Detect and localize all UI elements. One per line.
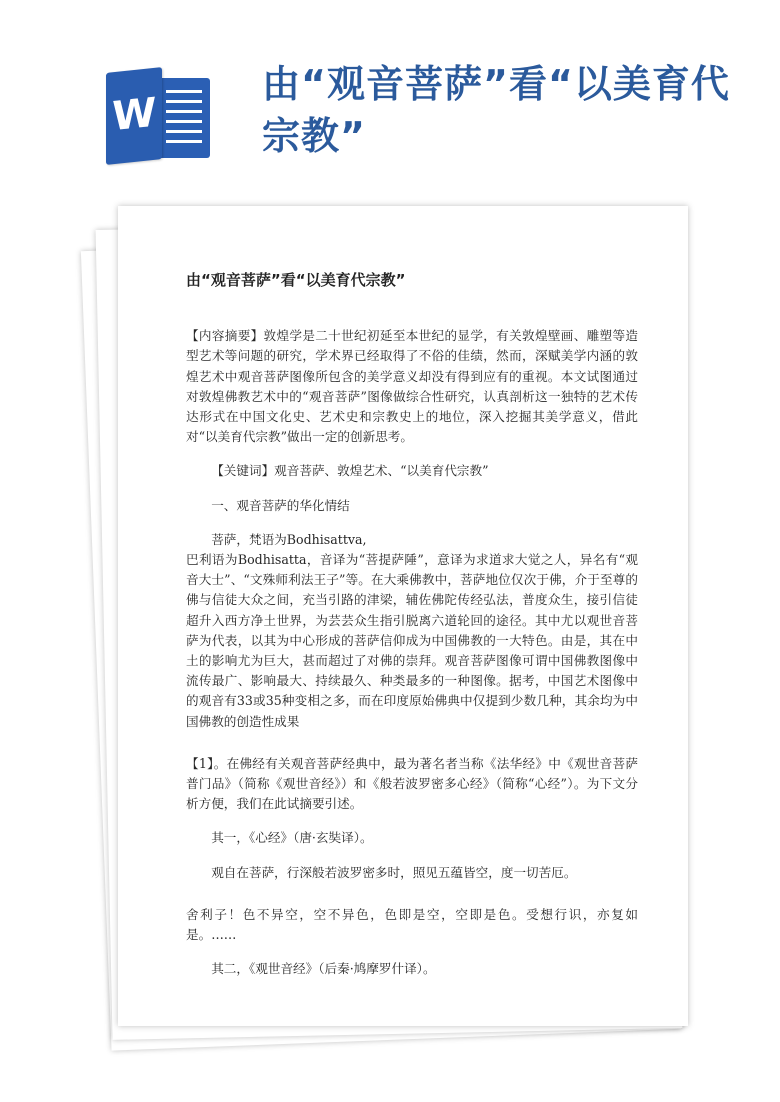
page-title: 由“观音菩萨”看“以美育代宗教” <box>262 62 730 158</box>
word-document-icon <box>106 70 214 162</box>
abstract-paragraph: 【内容摘要】敦煌学是二十世纪初延至本世纪的显学，有关敦煌壁画、雕塑等造型艺术等问题的研究，学术界已经取得了不俗的佳绩，然而，深赋美学内涵的敦煌艺术中观音菩萨图像所包含的美学意义却没有得到应有的重视。本文试图通过对敦煌佛教艺术中的“观音菩萨”图像做综合性研究，认真剖析这一独特的艺术传达形式在中国文化史、艺术史和宗教史上的地位，深入挖掘其美学意义，借此对“以美育代宗教”做出一定的创新思考。 <box>186 328 638 445</box>
keywords-paragraph: 【关键词】观音菩萨、敦煌艺术、“以美育代宗教” <box>211 463 489 479</box>
body-paragraph: 其二，《观世音经》（后秦·鸠摩罗什译）。 <box>211 961 436 977</box>
body-paragraph: 其一，《心经》（唐·玄奘译）。 <box>211 830 373 846</box>
body-paragraph: 菩萨，梵语为Bodhisattva, <box>211 531 367 547</box>
body-paragraph: 巴利语为Bodhisatta，音译为“菩提萨陲”，意译为求道求大觉之人，异名有“观音大士”、“文殊师利法王子”等。在大乘佛教中，菩萨地位仅次于佛，介于至尊的佛与信徒大众之间，充当引路的津梁，辅佐佛陀传经弘法，普度众生，接引信徒超升入西方净土世界，为芸芸众生指引脱离六道轮回的途径。其中尤以观世音菩萨为代表，以其为中心形成的菩萨信仰成为中国佛教的一大特色。由是，其在中土的影响尤为巨大，甚而超过了对佛的崇拜。观音菩萨图像可谓中国佛教图像中流传最广、影响最大、持续最久、种类最多的一种图像。据考，中国艺术图像中的观音有33或35种变相之多，而在印度原始佛典中仅提到少数几种，其余均为中国佛教的创造性成果 <box>186 552 638 729</box>
quote-paragraph: 观自在菩萨，行深般若波罗密多时，照见五蕴皆空，度一切苦厄。 <box>211 864 577 880</box>
word-icon-badge <box>106 67 162 165</box>
body-paragraph: 【1】。在佛经有关观音菩萨经典中，最为著名者当称《法华经》中《观世音菩萨普门品》（简称《观世音经》）和《般若波罗密多心经》（简称“心经”）。为下文分析方便，我们在此试摘要引述。 <box>186 755 638 812</box>
quote-paragraph: 舍利子！色不异空，空不异色，色即是空，空即是色。受想行识，亦复如是。…… <box>186 906 638 943</box>
document-body <box>186 270 638 979</box>
word-icon-letter: W <box>112 89 157 141</box>
document-title: 由“观音菩萨”看“以美育代宗教” <box>186 271 406 289</box>
section-heading: 一、观音菩萨的华化情结 <box>211 497 350 513</box>
